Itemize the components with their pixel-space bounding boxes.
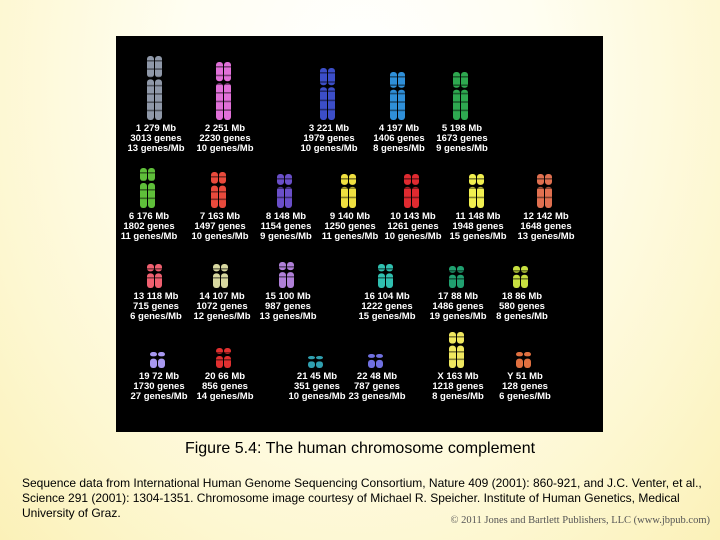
chromosome-size-label: 18 86 Mb bbox=[501, 291, 543, 302]
gene-count-label: 715 genes bbox=[133, 301, 179, 312]
chromosome-size-label: 10 143 Mb bbox=[390, 211, 436, 222]
chromosome-6 bbox=[113, 168, 185, 242]
chromosome-size-label: 12 142 Mb bbox=[523, 211, 569, 222]
gene-density-label: 10 genes/Mb bbox=[196, 143, 254, 154]
chromosome-2 bbox=[189, 62, 261, 154]
chromosome-x bbox=[422, 332, 494, 402]
chromosome-9 bbox=[314, 174, 386, 242]
gene-count-label: 856 genes bbox=[202, 381, 248, 392]
chromosome-14 bbox=[186, 264, 258, 322]
gene-count-label: 351 genes bbox=[294, 381, 340, 392]
gene-density-label: 15 genes/Mb bbox=[449, 231, 507, 242]
gene-density-label: 14 genes/Mb bbox=[196, 391, 254, 402]
chromosome-size-label: 3 221 Mb bbox=[308, 123, 350, 134]
gene-count-label: 580 genes bbox=[499, 301, 545, 312]
chromosome-size-label: 5 198 Mb bbox=[441, 123, 483, 134]
chromosome-4-image bbox=[389, 72, 409, 120]
chromosome-size-label: 4 197 Mb bbox=[378, 123, 420, 134]
chromosome-size-label: 7 163 Mb bbox=[199, 211, 241, 222]
gene-count-label: 1406 genes bbox=[373, 133, 425, 144]
gene-count-label: 1486 genes bbox=[432, 301, 484, 312]
gene-count-label: 1222 genes bbox=[361, 301, 413, 312]
gene-density-label: 10 genes/Mb bbox=[300, 143, 358, 154]
chromosome-3 bbox=[293, 68, 365, 154]
gene-count-label: 1261 genes bbox=[387, 221, 439, 232]
gene-density-label: 27 genes/Mb bbox=[130, 391, 188, 402]
chromosome-size-label: 2 251 Mb bbox=[204, 123, 246, 134]
chromosome-19-image bbox=[149, 352, 169, 368]
gene-density-label: 10 genes/Mb bbox=[191, 231, 249, 242]
gene-count-label: 1648 genes bbox=[520, 221, 572, 232]
gene-count-label: 1072 genes bbox=[196, 301, 248, 312]
chromosome-size-label: 8 148 Mb bbox=[265, 211, 307, 222]
gene-density-label: 13 genes/Mb bbox=[517, 231, 575, 242]
gene-density-label: 6 genes/Mb bbox=[499, 391, 551, 402]
chromosome-16-image bbox=[377, 264, 397, 288]
chromosome-6-image bbox=[139, 168, 159, 208]
gene-count-label: 1979 genes bbox=[303, 133, 355, 144]
chromosome-size-label: 11 148 Mb bbox=[455, 211, 501, 222]
chromosome-10-image bbox=[403, 174, 423, 208]
chromosome-18 bbox=[486, 266, 558, 322]
chromosome-x-image bbox=[448, 332, 468, 368]
gene-density-label: 11 genes/Mb bbox=[120, 231, 178, 242]
chromosome-size-label: 13 118 Mb bbox=[133, 291, 179, 302]
chromosome-1 bbox=[120, 56, 192, 154]
copyright-notice: © 2011 Jones and Bartlett Publishers, LLC (www.jbpub.com) bbox=[450, 515, 710, 526]
chromosome-11 bbox=[442, 174, 514, 242]
chromosome-size-label: 19 72 Mb bbox=[138, 371, 180, 382]
gene-density-label: 10 genes/Mb bbox=[384, 231, 442, 242]
gene-density-label: 12 genes/Mb bbox=[193, 311, 251, 322]
chromosome-size-label: Y 51 Mb bbox=[507, 371, 543, 382]
chromosome-15 bbox=[252, 262, 324, 322]
chromosome-17 bbox=[422, 266, 494, 322]
chromosome-1-image bbox=[146, 56, 166, 120]
chromosome-size-label: 22 48 Mb bbox=[356, 371, 398, 382]
chromosome-size-label: 1 279 Mb bbox=[135, 123, 177, 134]
chromosome-8 bbox=[250, 174, 322, 242]
chromosome-9-image bbox=[340, 174, 360, 208]
gene-count-label: 1673 genes bbox=[436, 133, 488, 144]
gene-density-label: 9 genes/Mb bbox=[436, 143, 488, 154]
gene-density-label: 13 genes/Mb bbox=[127, 143, 185, 154]
chromosome-16 bbox=[351, 264, 423, 322]
chromosome-22 bbox=[341, 354, 413, 402]
chromosome-size-label: X 163 Mb bbox=[437, 371, 479, 382]
chromosome-15-image bbox=[278, 262, 298, 288]
gene-count-label: 1497 genes bbox=[194, 221, 246, 232]
gene-density-label: 23 genes/Mb bbox=[348, 391, 406, 402]
chromosome-4 bbox=[363, 72, 435, 154]
chromosome-2-image bbox=[215, 62, 235, 120]
chromosome-20 bbox=[189, 348, 261, 402]
chromosome-18-image bbox=[512, 266, 532, 288]
gene-density-label: 13 genes/Mb bbox=[259, 311, 317, 322]
chromosome-y bbox=[489, 352, 561, 402]
gene-density-label: 8 genes/Mb bbox=[432, 391, 484, 402]
figure-caption: Figure 5.4: The human chromosome complement bbox=[184, 440, 536, 457]
gene-count-label: 1218 genes bbox=[432, 381, 484, 392]
gene-count-label: 1730 genes bbox=[133, 381, 185, 392]
chromosome-22-image bbox=[367, 354, 387, 368]
chromosome-17-image bbox=[448, 266, 468, 288]
gene-density-label: 8 genes/Mb bbox=[496, 311, 548, 322]
gene-density-label: 15 genes/Mb bbox=[358, 311, 416, 322]
chromosome-y-image bbox=[515, 352, 535, 368]
gene-density-label: 9 genes/Mb bbox=[260, 231, 312, 242]
chromosome-size-label: 6 176 Mb bbox=[128, 211, 170, 222]
chromosome-size-label: 16 104 Mb bbox=[364, 291, 410, 302]
chromosome-13-image bbox=[146, 264, 166, 288]
gene-density-label: 19 genes/Mb bbox=[429, 311, 487, 322]
gene-density-label: 10 genes/Mb bbox=[288, 391, 346, 402]
chromosome-12 bbox=[510, 174, 582, 242]
gene-count-label: 1250 genes bbox=[324, 221, 376, 232]
gene-count-label: 128 genes bbox=[502, 381, 548, 392]
chromosome-size-label: 20 66 Mb bbox=[204, 371, 246, 382]
source-citation: Sequence data from International Human Genome Sequencing Consortium, Nature 409 (2001): 860-921, and J.C. Venter, et al., Science 291 (2001): 1304-1351. Chromosome image courtesy of Michael R. Speicher. Institute of Human Genetics, Medical University of Graz. bbox=[22, 476, 702, 520]
chromosome-14-image bbox=[212, 264, 232, 288]
chromosome-12-image bbox=[536, 174, 556, 208]
chromosome-5-image bbox=[452, 72, 472, 120]
chromosome-size-label: 9 140 Mb bbox=[329, 211, 371, 222]
chromosome-7-image bbox=[210, 172, 230, 208]
chromosome-size-label: 21 45 Mb bbox=[296, 371, 338, 382]
chromosome-size-label: 14 107 Mb bbox=[199, 291, 245, 302]
gene-density-label: 8 genes/Mb bbox=[373, 143, 425, 154]
gene-count-label: 3013 genes bbox=[130, 133, 182, 144]
chromosome-8-image bbox=[276, 174, 296, 208]
chromosome-19 bbox=[123, 352, 195, 402]
gene-density-label: 6 genes/Mb bbox=[130, 311, 182, 322]
gene-count-label: 1154 genes bbox=[260, 221, 312, 232]
chromosome-21-image bbox=[307, 356, 327, 368]
chromosome-size-label: 17 88 Mb bbox=[437, 291, 479, 302]
chromosome-5 bbox=[426, 72, 498, 154]
chromosome-7 bbox=[184, 172, 256, 242]
gene-density-label: 11 genes/Mb bbox=[321, 231, 379, 242]
chromosome-20-image bbox=[215, 348, 235, 368]
chromosome-13 bbox=[120, 264, 192, 322]
gene-count-label: 1948 genes bbox=[452, 221, 504, 232]
gene-count-label: 2230 genes bbox=[199, 133, 251, 144]
chromosome-11-image bbox=[468, 174, 488, 208]
chromosome-3-image bbox=[319, 68, 339, 120]
chromosome-size-label: 15 100 Mb bbox=[265, 291, 311, 302]
gene-count-label: 1802 genes bbox=[123, 221, 175, 232]
gene-count-label: 987 genes bbox=[265, 301, 311, 312]
gene-count-label: 787 genes bbox=[354, 381, 400, 392]
chromosome-karyotype-figure bbox=[116, 36, 603, 432]
chromosome-10 bbox=[377, 174, 449, 242]
